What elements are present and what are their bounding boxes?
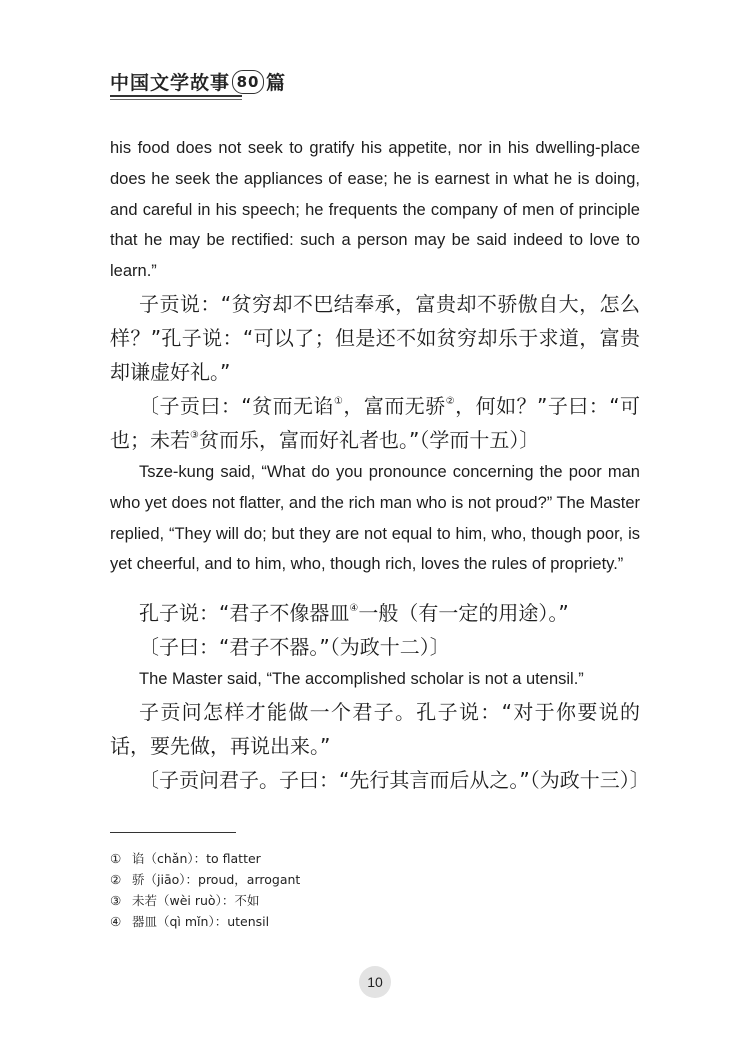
footnote-item [110,869,300,890]
footnote-number: ④ [110,914,122,929]
english-paragraph-3: The Master said, “The accomplished scholar is not a utensil.” [139,670,584,689]
footnote-number: ③ [110,893,122,908]
paragraph-gap [110,580,640,596]
page-number: 10 [359,966,391,998]
book-header [110,68,286,95]
footnote-item [110,890,300,911]
classical-quote-3: 〔子贡问君子。子曰：“先行其言而后从之。”（为政十三）〕 [139,767,650,792]
chinese-paragraph-3: 子贡问怎样才能做一个君子。孔子说：“对于你要说的话，要先做，再说出来。” [110,699,640,758]
footnote-item [110,911,300,932]
quote-1-part-a: 〔子贡曰：“贫而无谄 [139,393,334,418]
header-rule-thin [110,99,242,100]
footnotes [110,848,300,932]
header-rule [110,95,242,97]
header-number-badge: 80 [232,70,264,94]
footnote-text: 骄（jiāo）：proud，arrogant [132,872,301,887]
english-paragraph-2: Tsze-kung said, “What do you pronounce concerning the poor man who yet does not flatter, and the rich man who is not proud?” The Master replied, “They will do; but they are not equal to him, who, though poor, is yet cheerful, and to him, who, though rich, loves the rules of propriety.” [110,462,640,574]
classical-quote-2: 〔子曰：“君子不器。”（为政十二）〕 [139,635,450,660]
footnote-text: 谄（chǎn）：to flatter [132,851,261,866]
footnote-marker-4: ④ [349,603,359,615]
footnote-item [110,848,300,869]
footnote-number: ② [110,872,122,887]
footnote-text: 未若（wèi ruò）：不如 [132,893,260,908]
chinese-2-part-b: 一般（有一定的用途）。” [358,601,569,626]
footnote-number: ① [110,851,122,866]
chinese-paragraph-1: 子贡说：“贫穷却不巴结奉承，富贵却不骄傲自大，怎么样？”孔子说：“可以了；但是还不如贫穷却乐于求道，富贵却谦虚好礼。” [110,291,640,384]
footnote-marker-2: ② [445,395,456,407]
chinese-2-part-a: 孔子说：“君子不像器皿 [139,601,350,626]
chinese-paragraph-2 [110,596,640,630]
english-paragraph-1: his food does not seek to gratify his appetite, nor in his dwelling-place does he seek the appliances of ease; he is earnest in what he is doing, and careful in his speech; he frequents the company of men of principle that he may be rectified: such a person may be said indeed to love to learn.” [110,139,640,281]
header-title: 中国文学故事 [110,72,231,94]
header-title-suffix: 篇 [266,72,287,94]
quote-1-part-c: ，何如？”子曰：“可也；未若 [110,393,641,452]
classical-quote-1 [110,389,640,457]
quote-1-part-b: ，富而无骄 [343,393,446,418]
page-body [110,133,650,797]
quote-1-part-d: 贫而乐，富而好礼者也。”（学而十五）〕 [198,427,540,452]
footnote-marker-3: ③ [190,429,199,441]
footnote-marker-1: ① [333,395,344,407]
footnote-text: 器皿（qì mǐn）：utensil [132,914,270,929]
footnote-rule [110,832,236,833]
